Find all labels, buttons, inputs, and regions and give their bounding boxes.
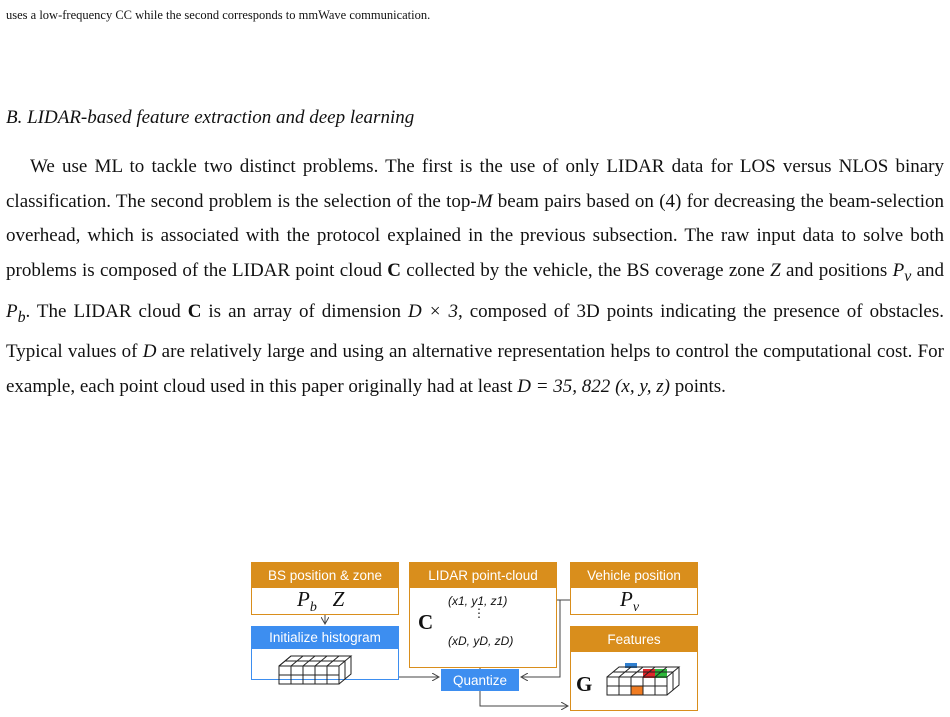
text-run: are relatively large and using an alternative representation helps to control the computational cost. For example, each point cloud used in this paper originally had at least (6, 341, 944, 397)
text-run: . The LIDAR cloud (25, 300, 188, 322)
text-run: beam pairs based on (4) for decreasing the beam-selection overhead, which is associated with the protocol explained in the previous subsection. The raw input data to solve both problems is composed of the LIDAR point cloud (6, 190, 944, 282)
math-C: C (187, 300, 202, 322)
text-run: is an array of dimension (201, 300, 408, 322)
features-grid (607, 663, 679, 695)
text-run: and (911, 260, 945, 282)
tuple-last: (xD, yD, zD) (448, 634, 514, 648)
tuple-first: (x1, y1, z1) (448, 594, 508, 608)
math-Z: Z (770, 260, 781, 282)
pv-symbol: P (620, 587, 633, 611)
init-histogram-header: Initialize histogram (251, 626, 399, 649)
lidar-pointcloud-header: LIDAR point-cloud (409, 562, 557, 588)
math-Pv: P (892, 260, 905, 282)
math-D: D (142, 341, 157, 363)
math-subscript: v (904, 267, 912, 285)
text-run: points. (669, 375, 726, 397)
math-subscript: b (17, 308, 26, 326)
text-run: We use ML to tackle two distinct problems. The first is the use of only LIDAR data for LOS versus NLOS binary classification. The second problem is the selection of the top- (6, 156, 944, 212)
features-symbol: G (576, 672, 593, 696)
text-run: and positions (780, 260, 893, 282)
text-run: , composed of 3D points indicating the presence of obstacles. Typical values of (6, 300, 944, 363)
empty-histogram-grid (279, 656, 351, 684)
vehicle-position-header: Vehicle position (570, 562, 698, 588)
tuple-dots: ⋮ (473, 606, 485, 620)
figure-caption-tail: uses a low-frequency CC while the second corresponds to mmWave communication. (6, 8, 431, 22)
math-M: M (476, 190, 493, 212)
features-header: Features (570, 626, 698, 652)
math-xyz: (x, y, z) (615, 375, 670, 397)
lidar-symbol: C (418, 610, 434, 634)
quantize-block: Quantize (441, 669, 519, 691)
bs-position-header: BS position & zone (251, 562, 399, 588)
math-dimension: D × 3 (407, 300, 458, 322)
pv-subscript: v (632, 600, 640, 616)
cell-orange (631, 686, 643, 695)
text-run: collected by the vehicle, the BS coverage zone (401, 260, 771, 282)
math-Pb: P (6, 300, 18, 322)
pb-symbol: P (297, 587, 310, 611)
pb-subscript: b (309, 600, 317, 616)
zone-symbol: Z (332, 587, 345, 611)
section-heading: B. LIDAR-based feature extraction and deep learning (6, 107, 415, 128)
math-C: C (387, 260, 401, 282)
math-point-count: D = 35, 822 (517, 375, 611, 397)
